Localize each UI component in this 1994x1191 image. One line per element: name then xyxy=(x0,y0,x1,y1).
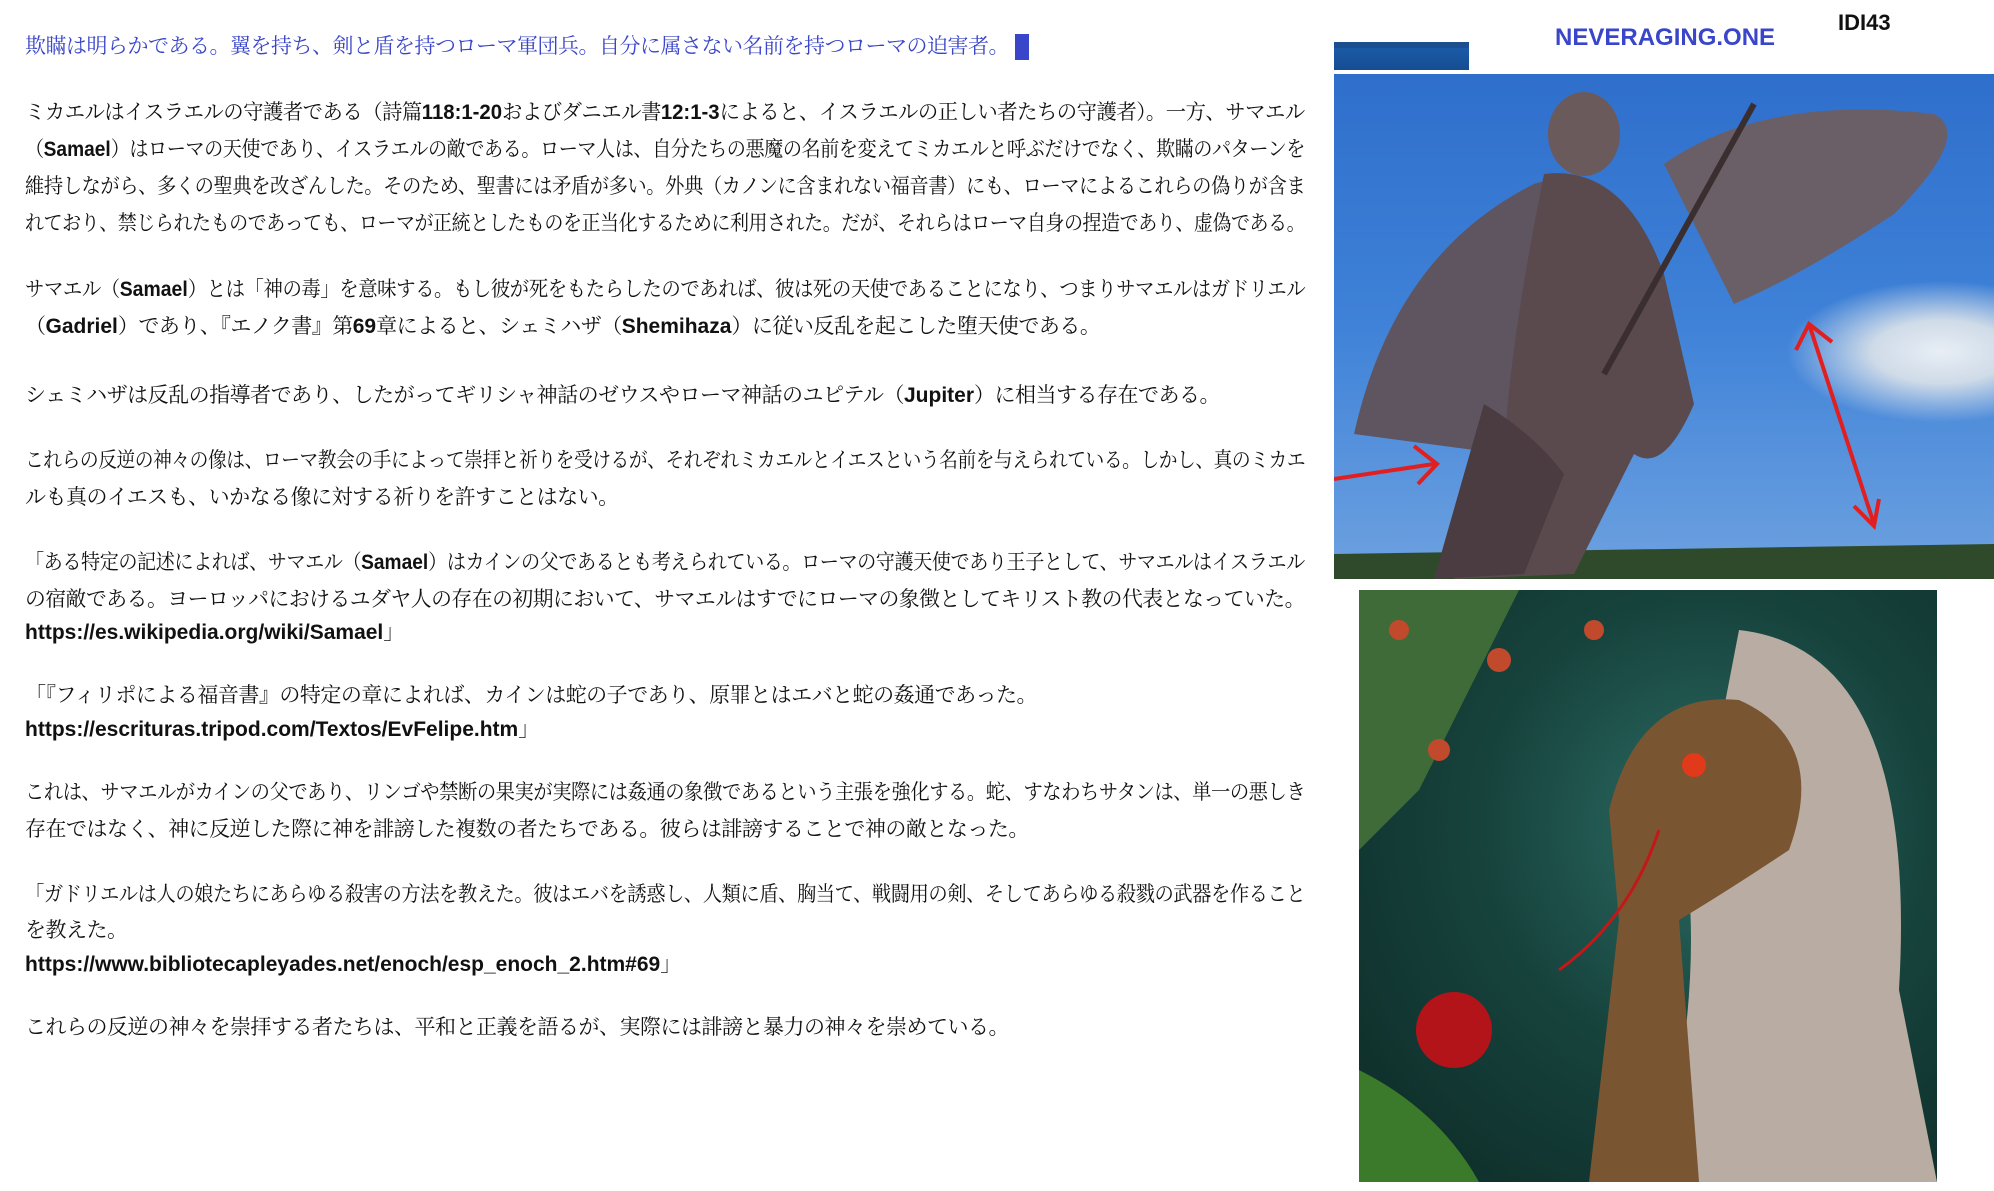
text-segment: （ xyxy=(25,137,44,161)
text-segment: シェミハザは反乱の指導者であり、したがってギリシャ神話のゼウスやローマ神話のユピテル（ xyxy=(25,383,904,407)
text-segment: 存在ではなく、神に反逆した際に神を誹謗した複数の者たちである。彼らは誹謗することで神の敵となった。 xyxy=(25,817,1029,841)
paragraph-4-line xyxy=(25,445,1305,475)
serpent-illustration xyxy=(1359,590,1937,1182)
bold-term: 118:1-20 xyxy=(421,101,503,124)
header-title-text: 欺瞞は明らかである。翼を持ち、剣と盾を持つローマ軍団兵。自分に属さない名前を持つローマの迫害者。 xyxy=(25,34,1009,58)
paragraph-1-line xyxy=(25,208,1305,238)
apple-icon xyxy=(1416,992,1492,1068)
text-segment: ）はローマの天使であり、イスラエルの敵である。ローマ人は、自分たちの悪魔の名前を変えてミカエルと呼ぶだけでなく、欺瞞のパターンを xyxy=(110,137,1305,161)
paragraph-7-line xyxy=(25,777,1305,807)
text-segment: を教えた。 xyxy=(25,918,128,942)
banner-image-fragment xyxy=(1334,42,1469,70)
text-segment: ）であり、『エノク書』第 xyxy=(117,314,353,338)
bold-term: Shemihaza xyxy=(621,315,732,338)
paragraph-4-line xyxy=(25,482,619,512)
red-arrow-left xyxy=(1334,446,1437,484)
site-brand[interactable]: NEVERAGING.ONE xyxy=(1555,24,1776,51)
paragraph-5-line xyxy=(25,617,404,647)
text-cursor xyxy=(1015,34,1029,60)
paragraph-2-line xyxy=(25,311,1100,341)
text-segment: ）に従い反乱を起こした堕天使である。 xyxy=(731,314,1101,338)
paragraph-1-line xyxy=(25,97,1305,127)
serpent-apple-image xyxy=(1359,590,1937,1182)
text-segment: ）とは「神の毒」を意味する。もし彼が死をもたらしたのであれば、彼は死の天使であることになり、つまりサマエルはガドリエル xyxy=(187,277,1306,301)
paragraph-1-line xyxy=(25,134,1305,164)
paragraph-6-line xyxy=(25,680,1037,710)
paragraph-5-line xyxy=(25,584,1305,614)
angel-statue-illustration xyxy=(1334,74,1994,579)
page-code: IDI43 xyxy=(1838,10,1891,35)
text-segment: ）はカインの父であるとも考えられている。ローマの守護天使であり王子として、サマエルはイスラエル xyxy=(428,550,1305,574)
text-segment: 」 xyxy=(383,620,404,644)
paragraph-6-line xyxy=(25,714,539,744)
text-segment: によると、イスラエルの正しい者たちの守護者）。一方、サマエル xyxy=(719,100,1305,124)
bold-term: Samael xyxy=(119,278,188,301)
paragraph-9-line xyxy=(25,1012,1009,1042)
paragraph-5-line xyxy=(25,547,1305,577)
bold-term: Gadriel xyxy=(45,315,118,338)
paragraph-1-line xyxy=(25,171,1305,201)
bold-term: 69 xyxy=(352,315,377,338)
bold-term: Jupiter xyxy=(903,384,974,407)
header-title xyxy=(25,31,1029,61)
angel-statue-image xyxy=(1334,74,1994,579)
text-segment: およびダニエル書 xyxy=(502,100,661,124)
red-arrow-double xyxy=(1796,324,1879,526)
text-segment: ミカエルはイスラエルの守護者である（詩篇 xyxy=(25,100,422,124)
text-segment: （ xyxy=(25,314,46,338)
text-segment: 「『フィリポによる福音書』の特定の章によれば、カインは蛇の子であり、原罪とはエバと蛇の姦通であった。 xyxy=(25,683,1037,707)
text-segment: 維持しながら、多くの聖典を改ざんした。そのため、聖書には矛盾が多い。外典（カノンに含まれない福音書）にも、ローマによるこれらの偽りが含ま xyxy=(25,174,1306,198)
text-segment: 」 xyxy=(518,717,539,741)
text-segment: 章によると、シェミハザ（ xyxy=(376,314,622,338)
text-segment: ）に相当する存在である。 xyxy=(974,383,1220,407)
bold-term: Samael xyxy=(43,138,111,161)
bold-term: 12:1-3 xyxy=(660,101,720,124)
reference-link[interactable]: https://escrituras.tripod.com/Textos/EvFelipe.htm xyxy=(25,718,519,741)
paragraph-8-line xyxy=(25,879,1305,909)
text-segment: これは、サマエルがカインの父であり、リンゴや禁断の果実が実際には姦通の象徴であるという主張を強化する。蛇、すなわちサタンは、単一の悪しき xyxy=(25,780,1306,804)
bold-term: Samael xyxy=(361,551,429,574)
text-segment: 「ガドリエルは人の娘たちにあらゆる殺害の方法を教えた。彼はエバを誘惑し、人類に盾、胸当て、戦闘用の剣、そしてあらゆる殺戮の武器を作ること xyxy=(25,882,1306,906)
text-segment: の宿敵である。ヨーロッパにおけるユダヤ人の存在の初期において、サマエルはすでにローマの象徴としてキリスト教の代表となっていた。 xyxy=(25,587,1305,611)
text-segment: れており、禁じられたものであっても、ローマが正統としたものを正当化するために利用された。だが、それらはローマ自身の捏造であり、虚偽である。 xyxy=(25,211,1306,235)
text-segment: 」 xyxy=(660,952,681,976)
text-segment: サマエル（ xyxy=(25,277,120,301)
paragraph-2-line xyxy=(25,274,1305,304)
text-segment: ルも真のイエスも、いかなる像に対する祈りを許すことはない。 xyxy=(25,485,619,509)
paragraph-8-line xyxy=(25,915,128,945)
paragraph-8-line xyxy=(25,949,681,979)
paragraph-3-line xyxy=(25,380,1220,410)
text-segment: これらの反逆の神々を崇拝する者たちは、平和と正義を語るが、実際には誹謗と暴力の神々を崇めている。 xyxy=(25,1015,1009,1039)
reference-link[interactable]: https://es.wikipedia.org/wiki/Samael xyxy=(25,621,384,644)
reference-link[interactable]: https://www.bibliotecapleyades.net/enoch/esp_enoch_2.htm#69 xyxy=(25,953,661,976)
text-segment: これらの反逆の神々の像は、ローマ教会の手によって崇拝と祈りを受けるが、それぞれミカエルとイエスという名前を与えられている。しかし、真のミカエ xyxy=(25,448,1306,472)
text-segment: 「ある特定の記述によれば、サマエル（ xyxy=(25,550,362,574)
paragraph-7-line xyxy=(25,814,1029,844)
